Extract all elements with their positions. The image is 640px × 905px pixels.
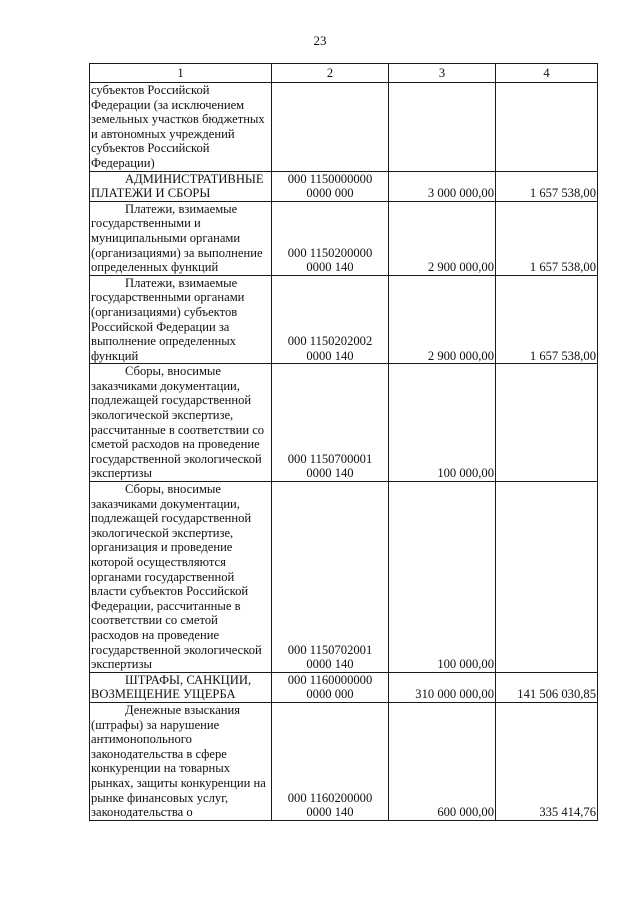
table-header-row bbox=[90, 64, 598, 83]
row-name-cell bbox=[90, 702, 272, 820]
row-code-cell bbox=[272, 275, 389, 364]
row-code-cell bbox=[272, 171, 389, 201]
row-plan-cell: 100 000,00 bbox=[389, 364, 496, 482]
row-code-cell bbox=[272, 364, 389, 482]
row-fact-cell: 1 657 538,00 bbox=[496, 275, 598, 364]
row-fact-cell: 335 414,76 bbox=[496, 702, 598, 820]
row-name: Денежные взыскания (штрафы) за нарушение антимонопольного законодательства в сфере конкуренции на товарных рынках, защиты конкуренции на рынке финансовых услуг, законодательства о bbox=[91, 702, 266, 820]
table-row bbox=[90, 201, 598, 275]
row-code-cell bbox=[272, 482, 389, 673]
row-plan-cell: 600 000,00 bbox=[389, 702, 496, 820]
row-fact-cell: 1 657 538,00 bbox=[496, 171, 598, 201]
row-name-cell bbox=[90, 482, 272, 673]
row-plan-cell bbox=[389, 83, 496, 172]
table-row bbox=[90, 702, 598, 820]
row-plan-cell: 3 000 000,00 bbox=[389, 171, 496, 201]
row-code: 000 1150200000 0000 140 bbox=[287, 245, 373, 275]
row-fact-cell: 141 506 030,85 bbox=[496, 672, 598, 702]
row-plan-cell: 310 000 000,00 bbox=[389, 672, 496, 702]
row-name-cell bbox=[90, 201, 272, 275]
table-row bbox=[90, 171, 598, 201]
row-name: АДМИНИСТРАТИВНЫЕ ПЛАТЕЖИ И СБОРЫ bbox=[91, 171, 264, 201]
row-code: 000 1150702001 0000 140 bbox=[287, 642, 373, 672]
table-row bbox=[90, 275, 598, 364]
row-name: Платежи, взимаемые государственными и муниципальными органами (организациями) за выполнение определенных функций bbox=[91, 201, 263, 275]
table-row bbox=[90, 672, 598, 702]
row-code-cell bbox=[272, 83, 389, 172]
page-number: 23 bbox=[313, 33, 327, 48]
table-row bbox=[90, 482, 598, 673]
row-name: Сборы, вносимые заказчиками документации, подлежащей государственной экологической экспертизе, рассчитанные в соответствии со сметой расходов на проведение государственной экологической экспертизы bbox=[91, 364, 265, 481]
header-col-1: 1 bbox=[90, 64, 272, 83]
table-row bbox=[90, 364, 598, 482]
row-code: 000 1150202002 0000 140 bbox=[287, 334, 373, 363]
row-name-cell bbox=[90, 171, 272, 201]
row-name: ШТРАФЫ, САНКЦИИ, ВОЗМЕЩЕНИЕ УЩЕРБА bbox=[91, 672, 252, 702]
row-fact-cell: 1 657 538,00 bbox=[496, 201, 598, 275]
row-name-cell bbox=[90, 672, 272, 702]
row-plan-cell: 2 900 000,00 bbox=[389, 275, 496, 364]
header-col-2: 2 bbox=[272, 64, 389, 83]
row-plan-cell: 100 000,00 bbox=[389, 482, 496, 673]
row-code-cell bbox=[272, 702, 389, 820]
row-name-cell bbox=[90, 275, 272, 364]
row-fact-cell bbox=[496, 482, 598, 673]
revenue-table bbox=[89, 63, 598, 821]
row-fact-cell bbox=[496, 83, 598, 172]
row-name: Платежи, взимаемые государственными органами (организациями) субъектов Российской Федерации за выполнение определенных функций bbox=[91, 275, 245, 363]
row-code: 000 1160200000 0000 140 bbox=[287, 790, 373, 820]
header-col-3: 3 bbox=[389, 64, 496, 83]
header-col-4: 4 bbox=[496, 64, 598, 83]
table-row bbox=[90, 83, 598, 172]
row-name: субъектов Российской Федерации (за исключением земельных участков бюджетных и автономных учреждений субъектов Российской Федерации) bbox=[91, 83, 265, 170]
row-code: 000 1160000000 0000 000 bbox=[287, 672, 373, 702]
row-fact-cell bbox=[496, 364, 598, 482]
row-name-cell bbox=[90, 364, 272, 482]
row-code-cell bbox=[272, 201, 389, 275]
row-plan-cell: 2 900 000,00 bbox=[389, 201, 496, 275]
row-code: 000 1150000000 0000 000 bbox=[287, 171, 373, 201]
row-code: 000 1150700001 0000 140 bbox=[287, 451, 373, 481]
row-name-cell bbox=[90, 83, 272, 172]
row-code-cell bbox=[272, 672, 389, 702]
row-name: Сборы, вносимые заказчиками документации, подлежащей государственной экологической экспертизе, организация и проведение которой осуществляются органами государственной власти субъектов Российской Федерации, рассчитанные в соответствии со сметой расходов на проведение государственной экологической экспертизы bbox=[91, 482, 262, 672]
